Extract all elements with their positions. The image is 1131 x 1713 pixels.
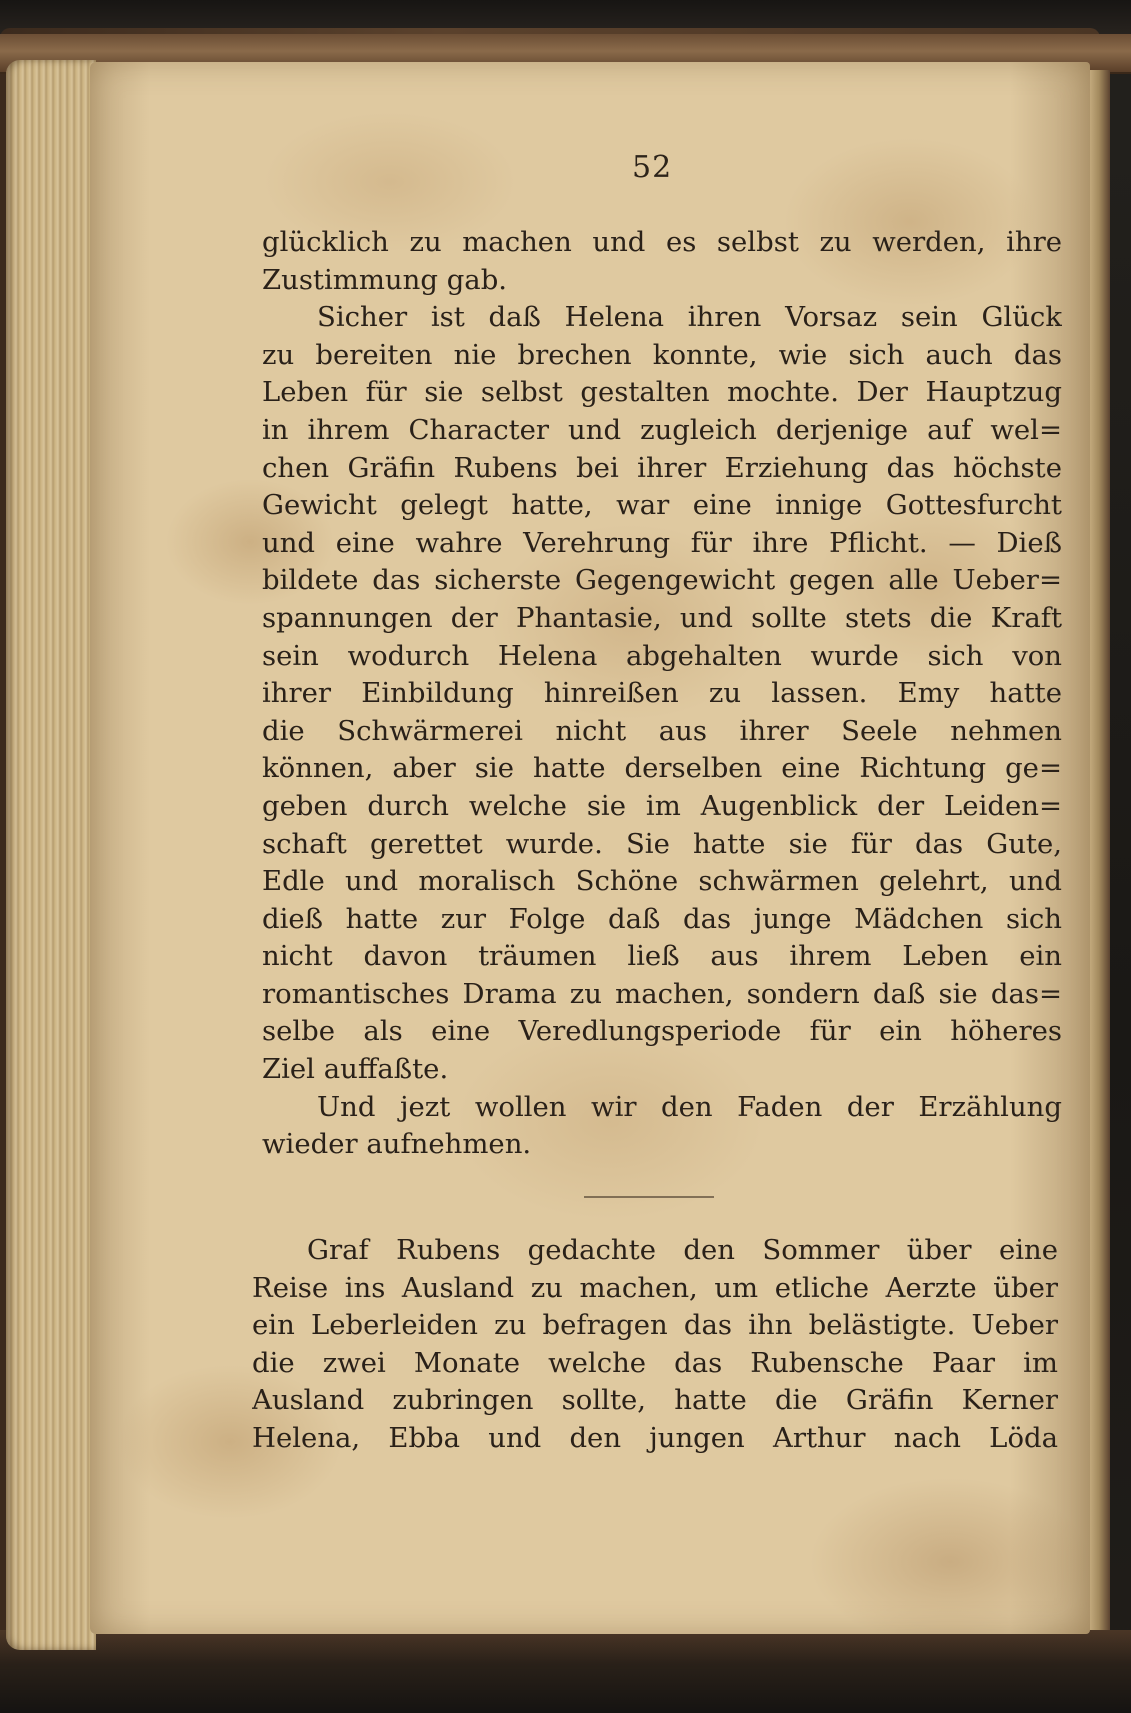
text-line: spannungen der Phantasie, und sollte stets die Kraft: [262, 601, 1062, 634]
text-line: ein Leberleiden zu befragen das ihn belästigte. Ueber: [252, 1309, 1058, 1342]
text-line: nicht davon träumen ließ aus ihrem Leben ein: [262, 940, 1062, 973]
text-line: Gewicht gelegt hatte, war eine innige Gottesfurcht: [262, 489, 1062, 522]
text-line: selbe als eine Veredlungsperiode für ein höheres: [262, 1015, 1062, 1048]
text-line: Sicher ist daß Helena ihren Vorsaz sein Glück: [317, 301, 1062, 334]
text-block-lower: [252, 1232, 1058, 1458]
text-line: Ziel auffaßte.: [262, 1053, 449, 1086]
text-line: in ihrem Character und zugleich derjenige auf wel=: [262, 413, 1062, 446]
text-line: bildete das sicherste Gegengewicht gegen alle Ueber=: [262, 564, 1062, 597]
page-right-edge: [1088, 70, 1110, 1630]
text-line: zu bereiten nie brechen konnte, wie sich auch das: [262, 338, 1062, 371]
text-line: chen Gräfin Rubens bei ihrer Erziehung das höchste: [262, 451, 1062, 484]
text-line: dieß hatte zur Folge daß das junge Mädchen sich: [262, 902, 1062, 935]
text-line: die zwei Monate welche das Rubensche Paar im: [252, 1346, 1058, 1379]
text-line: wieder aufnehmen.: [262, 1128, 532, 1161]
text-line: die Schwärmerei nicht aus ihrer Seele nehmen: [262, 714, 1062, 747]
text-line: romantisches Drama zu machen, sondern daß sie das=: [262, 977, 1062, 1010]
text-line: Leben für sie selbst gestalten mochte. Der Hauptzug: [262, 376, 1062, 409]
text-line: Reise ins Ausland zu machen, um etliche Aerzte über: [252, 1271, 1058, 1304]
text-line: glücklich zu machen und es selbst zu werden, ihre: [262, 226, 1062, 258]
page-edges: [6, 60, 96, 1650]
page-number: 52: [632, 150, 673, 185]
text-line: sein wodurch Helena abgehalten wurde sich von: [262, 639, 1062, 672]
text-line: können, aber sie hatte derselben eine Richtung ge=: [262, 752, 1062, 785]
text-line: Und jezt wollen wir den Faden der Erzählung: [317, 1090, 1062, 1123]
text-line: schaft gerettet wurde. Sie hatte sie für das Gute,: [262, 827, 1062, 860]
book-bottom-edge: [0, 1630, 1131, 1713]
text-line: Edle und moralisch Schöne schwärmen gelehrt, und: [262, 865, 1062, 898]
text-line: Graf Rubens gedachte den Sommer über eine: [307, 1234, 1058, 1266]
text-line: Ausland zubringen sollte, hatte die Gräfin Kerner: [252, 1384, 1058, 1417]
text-line: ihrer Einbildung hinreißen zu lassen. Emy hatte: [262, 677, 1062, 710]
text-line: geben durch welche sie im Augenblick der Leiden=: [262, 789, 1062, 822]
section-divider: [584, 1196, 714, 1198]
text-line: Zustimmung gab.: [262, 263, 508, 296]
text-line: und eine wahre Verehrung für ihre Pflicht. — Dieß: [262, 526, 1062, 559]
text-line: Helena, Ebba und den jungen Arthur nach Löda: [252, 1421, 1058, 1454]
text-block-upper: [262, 224, 1062, 1164]
